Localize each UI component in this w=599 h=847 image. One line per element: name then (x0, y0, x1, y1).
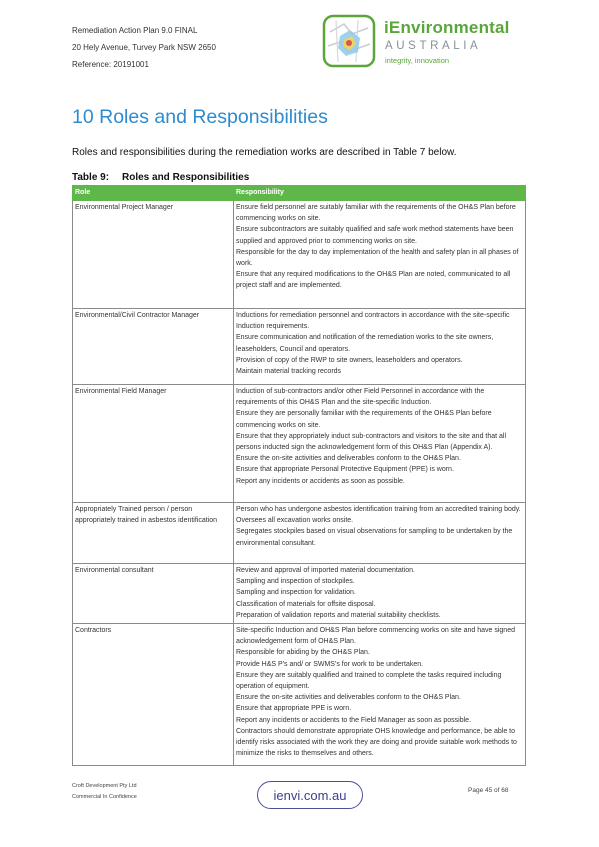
responsibility-line: Contractors should demonstrate appropriate OHS knowledge and performance, be able to identify risks associated with the work they are doing and provide suitable work methods to minimize the risks to themselves and others. (236, 727, 517, 758)
responsibility-line: Ensure field personnel are suitably familiar with the requirements of the OH&S Plan before commencing works on site. (236, 204, 516, 223)
table-caption (72, 172, 249, 183)
responsibility-line: Ensure they are personally familiar with the requirements of the OH&S Plan before commencing works on site. (236, 410, 492, 429)
responsibility-cell (234, 564, 526, 624)
responsibility-line: Ensure subcontractors are suitably qualified and safe work method statements have been supplied and approved prior to commencing works on site. (236, 226, 514, 245)
responsibility-line: Report any incidents or accidents to the Field Manager as soon as possible. (236, 716, 472, 724)
responsibility-line: Inductions for remediation personnel and contractors in accordance with the site-specific Induction requirements. (236, 312, 510, 331)
responsibility-line: Preparation of validation reports and material suitability checklists. (236, 611, 441, 619)
role-cell: Environmental Field Manager (73, 385, 234, 503)
responsibility-line: Site-specific Induction and OH&S Plan before commencing works on site and have signed acknowledgement form of OH&S Plan. (236, 627, 515, 646)
responsibility-line: Person who has undergone asbestos identification training from an accredited training body. (236, 506, 521, 513)
footer-company-info (72, 781, 137, 803)
responsibility-cell (234, 385, 526, 503)
responsibility-cell (234, 624, 526, 766)
responsibility-line: Review and approval of imported material documentation. (236, 567, 415, 574)
responsibility-line: Ensure that appropriate PPE is worn. (236, 705, 352, 713)
table-row (73, 201, 526, 309)
role-cell: Environmental consultant (73, 564, 234, 624)
footer-website-link[interactable]: ienvi.com.au (257, 781, 363, 809)
logo-subtitle: AUSTRALIA (385, 40, 482, 52)
company-logo (322, 14, 522, 70)
table-row (73, 309, 526, 385)
role-cell: Appropriately Trained person / person appropriately trained in asbestos identification (73, 503, 234, 564)
responsibility-line: Sampling and inspection for validation. (236, 589, 356, 597)
responsibility-line: Induction of sub-contractors and/or other Field Personnel in accordance with the requirements of this OH&S Plan and the site-specific Induction. (236, 388, 485, 407)
responsibility-line: Responsible for abiding by the OH&S Plan. (236, 649, 370, 657)
table-row (73, 564, 526, 624)
responsibility-line: Maintain material tracking records (236, 368, 342, 376)
responsibility-line: Ensure that any required modifications to the OH&S Plan are noted, communicated to all project staff and are implemented. (236, 271, 511, 290)
table-caption-title: Roles and Responsibilities (122, 172, 250, 183)
role-cell: Environmental Project Manager (73, 201, 234, 309)
responsibility-line: Ensure the on-site activities and deliverables conform to the OH&S Plan. (236, 694, 461, 702)
table-header-row (73, 186, 526, 201)
responsibility-line: Ensure the on-site activities and deliverables conform to the OH&S Plan. (236, 455, 461, 463)
table-row (73, 385, 526, 503)
section-intro: Roles and responsibilities during the remediation works are described in Table 7 below. (72, 147, 457, 158)
header-reference: Reference: 20191001 (72, 60, 149, 69)
footer-confidential: Commercial In Confidence (72, 794, 137, 800)
page-number: Page 45 of 68 (468, 787, 509, 794)
section-title: 10 Roles and Responsibilities (72, 106, 328, 128)
responsibility-line: Ensure communication and notification of the remediation works to the site owners, leaseholders, Council and operators. (236, 334, 494, 353)
responsibility-line: Responsible for the day to day implementation of the health and safety plan in all phases of work. (236, 248, 519, 268)
role-cell: Environmental/Civil Contractor Manager (73, 309, 234, 385)
responsibility-line: Ensure that appropriate Personal Protective Equipment (PPE) is worn. (236, 466, 454, 474)
table-row (73, 503, 526, 564)
header-responsibility: Responsibility (234, 186, 526, 201)
responsibility-line: Classification of materials for offsite disposal. (236, 600, 376, 608)
responsibility-line: Provide H&S P's and/ or SWMS's for work to be undertaken. (236, 660, 424, 668)
responsibility-line: Report any incidents or accidents as soon as possible. (236, 477, 405, 485)
responsibility-line: Ensure that they appropriately induct sub-contractors and visitors to the site and that all persons inducted sign the acknowledgement form of this OH&S Plan (Appendix A). (236, 432, 507, 452)
header-title: Remediation Action Plan 9.0 FINAL (72, 26, 198, 35)
responsibility-line: Sampling and inspection of stockpiles. (236, 578, 355, 586)
header-role: Role (73, 186, 234, 201)
document-header (72, 22, 216, 73)
responsibility-cell (234, 201, 526, 309)
table-caption-number: Table 9: (72, 172, 110, 183)
logo-tagline: integrity, innovation (385, 56, 450, 65)
responsibility-line: Segregates stockpiles based on visual observations for sampling to be undertaken by the environmental consultant. (236, 528, 513, 547)
role-cell: Contractors (73, 624, 234, 766)
responsibility-cell (234, 309, 526, 385)
responsibility-line: Ensure they are suitably qualified and trained to complete the tasks required including operation of equipment. (236, 671, 502, 691)
responsibility-line: Oversees all excavation works onsite. (236, 517, 354, 525)
roles-table (72, 185, 526, 766)
header-address: 20 Hely Avenue, Turvey Park NSW 2650 (72, 43, 216, 52)
responsibility-cell (234, 503, 526, 564)
logo-map-icon (322, 14, 376, 68)
responsibility-line: Provision of copy of the RWP to site owners, leaseholders and operators. (236, 356, 463, 364)
logo-title: iEnvironmental (384, 18, 510, 37)
footer-company: Croft Development Pty Ltd (72, 783, 137, 789)
table-row (73, 624, 526, 766)
